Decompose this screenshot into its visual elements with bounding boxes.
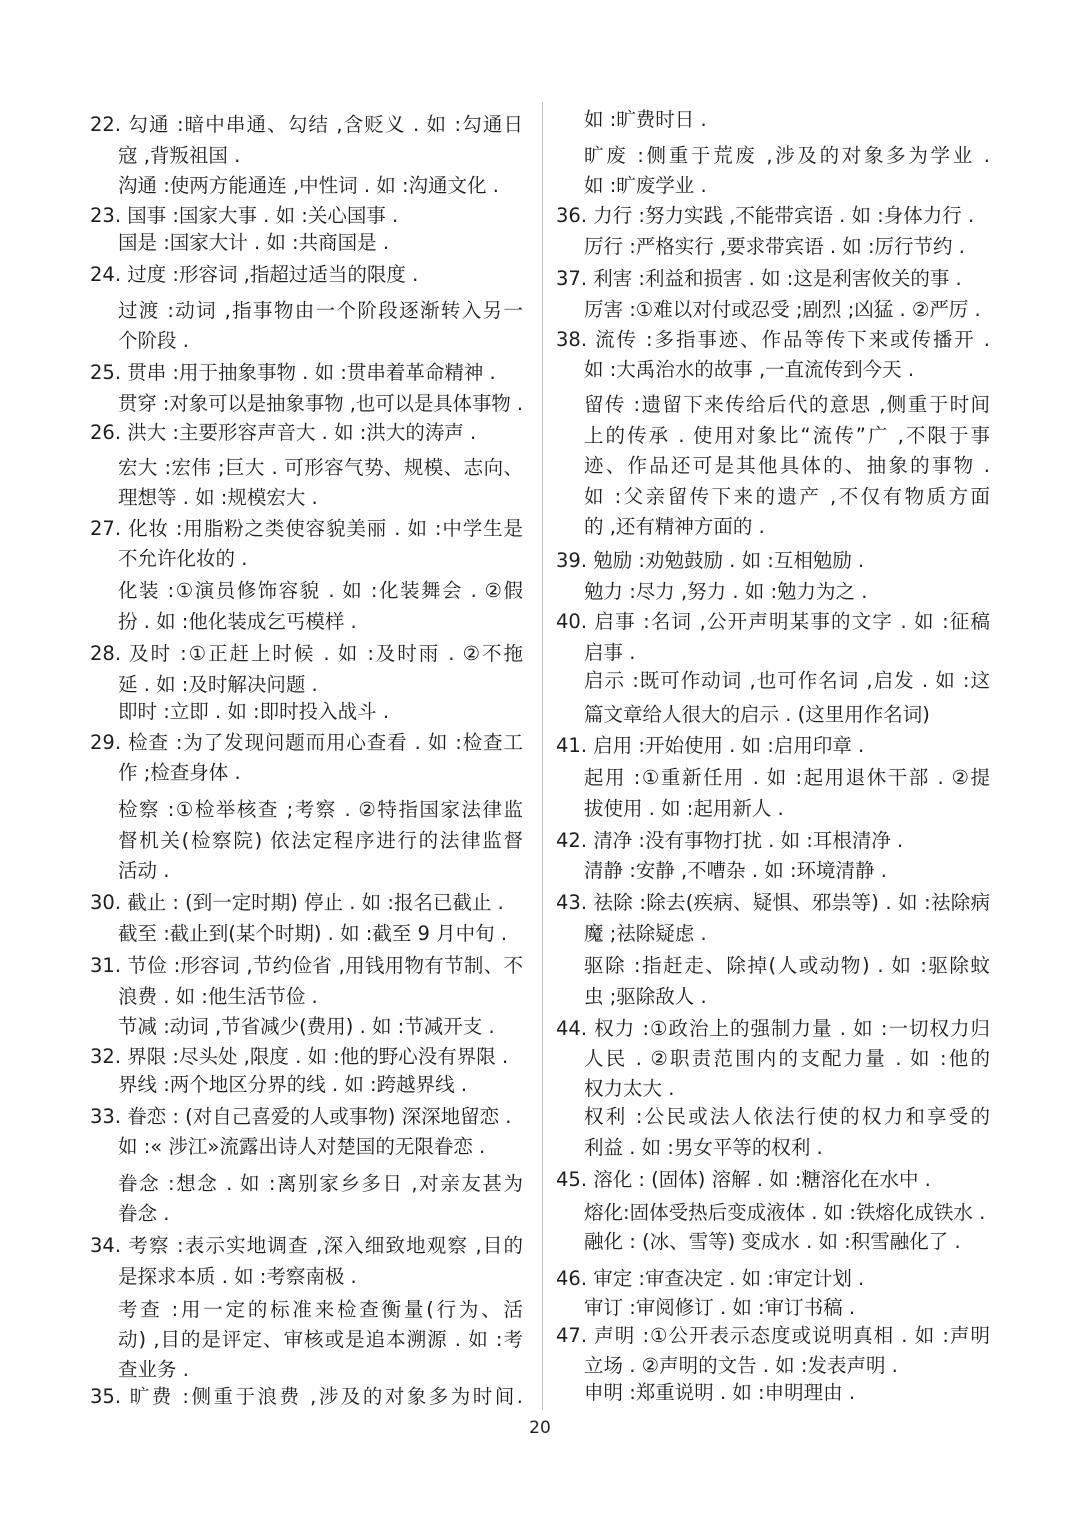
- entry-38-line: 38. 流传 :多指事迹、作品等传下来或传播开 .: [556, 328, 990, 351]
- page-number: 20: [529, 1418, 551, 1438]
- entry-22-line: 寇 ,背叛祖国 .: [118, 144, 241, 167]
- entry-45-line: 熔化:固体受热后变成液体 . 如 :铁熔化成铁水 .: [584, 1201, 986, 1224]
- entry-43-line: 魔 ;祛除疑虑 .: [584, 922, 707, 945]
- entry-39-line: 勉力 :尽力 ,努力 . 如 :勉力为之 .: [584, 580, 868, 603]
- entry-33-line: 如 :« 涉江»流露出诗人对楚国的无限眷恋 .: [118, 1135, 486, 1158]
- entry-40-line: 启事 .: [584, 641, 636, 664]
- entry-47-line: 47. 声明 :①公开表示态度或说明真相 . 如 :声明: [556, 1324, 990, 1347]
- entry-33-line: 33. 眷恋 : (对自己喜爱的人或事物) 深深地留恋 .: [90, 1105, 512, 1128]
- entry-40-line: 启示 :既可作动词 ,也可作名词 ,启发 . 如 :这: [584, 669, 990, 692]
- entry-27-line: 不允许化妆的 .: [118, 547, 248, 570]
- entry-38-line: 如 :父亲留传下来的遗产 ,不仅有物质方面: [584, 485, 990, 508]
- entry-27-line: 化装 :①演员修饰容貌 . 如 :化装舞会 . ②假: [118, 579, 523, 602]
- entry-44-line: 权力太大 .: [584, 1077, 675, 1100]
- column-divider: [542, 102, 543, 1410]
- entry-30-line: 30. 截止 : (到一定时期) 停止 . 如 :报名已截止 .: [90, 891, 504, 914]
- entry-29-line: 29. 检查 :为了发现问题而用心查看 . 如 :检查工: [90, 731, 523, 754]
- entry-45-line: 45. 溶化 : (固体) 溶解 . 如 :糖溶化在水中 .: [556, 1168, 931, 1191]
- entry-24-line: 24. 过度 :形容词 ,指超过适当的限度 .: [90, 263, 419, 286]
- entry-46-line: 46. 审定 :审查决定 . 如 :审定计划 .: [556, 1267, 865, 1290]
- entry-22-line: 沟通 :使两方能通连 ,中性词 . 如 :沟通文化 .: [118, 174, 499, 197]
- entry-29-line: 活动 .: [118, 859, 170, 882]
- entry-34-line: 34. 考察 :表示实地调查 ,深入细致地观察 ,目的: [90, 1234, 523, 1257]
- entry-34-line: 是探求本质 . 如 :考察南极 .: [118, 1265, 357, 1288]
- entry-26-line: 理想等 . 如 :规模宏大 .: [118, 486, 318, 509]
- entry-27-line: 27. 化妆 :用脂粉之类使容貌美丽 . 如 :中学生是: [90, 517, 523, 540]
- entry-35-line: 旷废 :侧重于荒废 ,涉及的对象多为学业 .: [584, 144, 990, 167]
- entry-32-line: 32. 界限 :尽头处 ,限度 . 如 :他的野心没有界限 .: [90, 1045, 509, 1068]
- entry-29-line: 督机关(检察院) 依法定程序进行的法律监督: [118, 829, 523, 852]
- entry-44-line: 权利 :公民或法人依法行使的权力和享受的: [584, 1105, 990, 1128]
- entry-30-line: 截至 :截止到(某个时期) . 如 :截至 9 月中旬 .: [118, 922, 508, 945]
- entry-47-line: 申明 :郑重说明 . 如 :申明理由 .: [584, 1381, 856, 1404]
- entry-39-line: 39. 勉励 :劝勉鼓励 . 如 :互相勉励 .: [556, 549, 865, 572]
- entry-34-line: 考查 :用一定的标准来检查衡量(行为、活: [118, 1298, 523, 1321]
- entry-37-line: 37. 利害 :利益和损害 . 如 :这是利害攸关的事 .: [556, 267, 962, 290]
- entry-41-line: 41. 启用 :开始使用 . 如 :启用印章 .: [556, 734, 865, 757]
- entry-29-line: 作 ;检查身体 .: [118, 761, 241, 784]
- entry-28-line: 28. 及时 :①正赶上时候 . 如 :及时雨 . ②不拖: [90, 642, 523, 665]
- entry-25-line: 25. 贯串 :用于抽象事物 . 如 :贯串着革命精神 .: [90, 361, 496, 384]
- entry-29-line: 检察 :①检举核查 ;考察 . ②特指国家法律监: [118, 798, 523, 821]
- entry-44-line: 人民 . ②职责范围内的支配力量 . 如 :他的: [584, 1047, 990, 1070]
- entry-24-line: 过渡 :动词 ,指事物由一个阶段逐渐转入另一: [118, 299, 523, 322]
- entry-34-line: 查业务 .: [118, 1358, 189, 1381]
- entry-28-line: 即时 :立即 . 如 :即时投入战斗 .: [118, 700, 390, 723]
- entry-44-line: 44. 权力 :①政治上的强制力量 . 如 :一切权力归: [556, 1017, 990, 1040]
- entry-47-line: 立场 . ②声明的文告 . 如 :发表声明 .: [584, 1354, 898, 1377]
- entry-41-line: 起用 :①重新任用 . 如 :起用退休干部 . ②提: [584, 766, 990, 789]
- entry-45-line: 融化 : (冰、雪等) 变成水 . 如 :积雪融化了 .: [584, 1230, 961, 1253]
- entry-23-line: 国是 :国家大计 . 如 :共商国是 .: [118, 231, 390, 254]
- entry-25-line: 贯穿 :对象可以是抽象事物 ,也可以是具体事物 .: [118, 392, 524, 415]
- entry-38-line: 迹、作品还可是其他具体的、抽象的事物 .: [584, 454, 990, 477]
- entry-43-line: 虫 ;驱除敌人 .: [584, 985, 707, 1008]
- entry-38-line: 的 ,还有精神方面的 .: [584, 515, 765, 538]
- entry-33-line: 眷念 :想念 . 如 :离别家乡多日 ,对亲友甚为: [118, 1172, 523, 1195]
- entry-26-line: 宏大 :宏伟 ;巨大 . 可形容气势、规模、志向、: [118, 456, 523, 479]
- entry-38-line: 如 :大禹治水的故事 ,一直流传到今天 .: [584, 358, 915, 381]
- entry-46-line: 审订 :审阅修订 . 如 :审订书稿 .: [584, 1296, 856, 1319]
- entry-32-line: 界线 :两个地区分界的线 . 如 :跨越界线 .: [118, 1073, 468, 1096]
- entry-23-line: 23. 国事 :国家大事 . 如 :关心国事 .: [90, 204, 399, 227]
- entry-38-line: 留传 :遗留下来传给后代的意思 ,侧重于时间: [584, 393, 990, 416]
- entry-28-line: 延 . 如 :及时解决问题 .: [118, 673, 318, 696]
- entry-44-line: 利益 . 如 :男女平等的权利 .: [584, 1136, 823, 1159]
- entry-36-line: 厉行 :严格实行 ,要求带宾语 . 如 :厉行节约 .: [584, 235, 965, 258]
- entry-41-line: 拔使用 . 如 :起用新人 .: [584, 797, 784, 820]
- entry-33-line: 眷念 .: [118, 1202, 170, 1225]
- entry-27-line: 扮 . 如 :他化装成乞丐模样 .: [118, 610, 357, 633]
- entry-43-line: 驱除 :指赶走、除掉(人或动物) . 如 :驱除蚊: [584, 954, 990, 977]
- entry-38-line: 上的传承 . 使用对象比“流传”广 ,不限于事: [584, 424, 990, 447]
- entry-42-line: 清静 :安静 ,不嘈杂 . 如 :环境清静 .: [584, 859, 887, 882]
- entry-31-line: 浪费 . 如 :他生活节俭 .: [118, 985, 318, 1008]
- entry-34-line: 动) ,目的是评定、审核或是追本溯源 . 如 :考: [118, 1328, 523, 1351]
- entry-22-line: 22. 勾通 :暗中串通、勾结 ,含贬义 . 如 :勾通日: [90, 113, 523, 136]
- entry-37-line: 厉害 :①难以对付或忍受 ;剧烈 ;凶猛 . ②严厉 .: [584, 298, 981, 321]
- entry-42-line: 42. 清净 :没有事物打扰 . 如 :耳根清净 .: [556, 829, 904, 852]
- entry-35-line: 35. 旷费 :侧重于浪费 ,涉及的对象多为时间.: [90, 1385, 523, 1408]
- entry-31-line: 节减 :动词 ,节省减少(费用) . 如 :节减开支 .: [118, 1015, 495, 1038]
- entry-35-line: 如 :旷废学业 .: [584, 174, 707, 197]
- entry-24-line: 个阶段 .: [118, 329, 189, 352]
- entry-43-line: 43. 祛除 :除去(疾病、疑惧、邪祟等) . 如 :祛除病: [556, 891, 990, 914]
- entry-35-line: 如 :旷费时日 .: [584, 108, 707, 131]
- entry-31-line: 31. 节俭 :形容词 ,节约俭省 ,用钱用物有节制、不: [90, 954, 523, 977]
- entry-40-line: 篇文章给人很大的启示 . (这里用作名词): [584, 703, 930, 726]
- entry-40-line: 40. 启事 :名词 ,公开声明某事的文字 . 如 :征稿: [556, 610, 990, 633]
- entry-26-line: 26. 洪大 :主要形容声音大 . 如 :洪大的涛声 .: [90, 421, 477, 444]
- entry-36-line: 36. 力行 :努力实践 ,不能带宾语 . 如 :身体力行 .: [556, 204, 975, 227]
